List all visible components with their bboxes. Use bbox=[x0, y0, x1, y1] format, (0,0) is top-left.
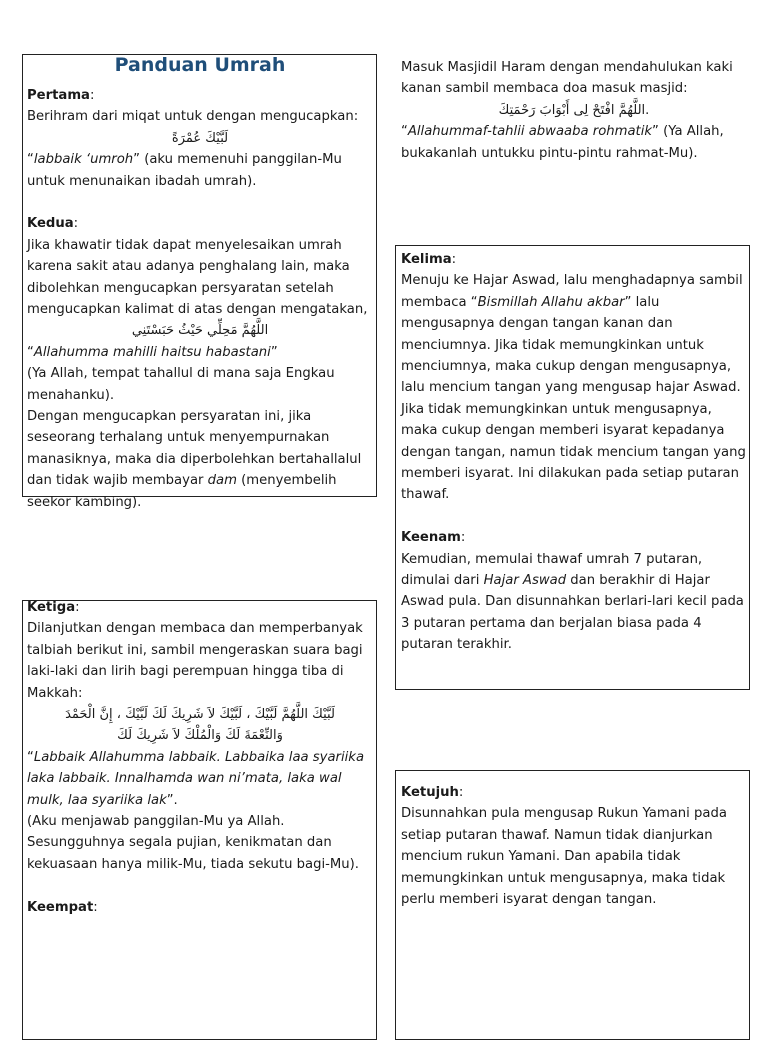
left-column-top bbox=[27, 54, 373, 513]
kedua-arabic: اللَّهُمَّ مَحِلِّي حَيْثُ حَبَسْتَنِي bbox=[131, 323, 269, 339]
heading-ketiga: Ketiga bbox=[27, 600, 76, 615]
heading-pertama: Pertama bbox=[27, 88, 90, 103]
ketiga-text: Dilanjutkan dengan membaca dan memperbanyak talbiah berikut ini, sambil mengeraskan suara bagi laki-laki dan lirih bagi perempuan hingga tiba di Makkah: bbox=[27, 621, 363, 701]
right-column-middle bbox=[401, 249, 747, 656]
kedua-text2b: (menyembelih seekor kambing). bbox=[27, 473, 337, 510]
heading-keempat: Keempat bbox=[27, 899, 94, 915]
heading-kedua: Kedua bbox=[27, 216, 74, 232]
heading-keenam: Keenam bbox=[401, 530, 461, 546]
ketiga-meaning: (Aku menjawab panggilan-Mu ya Allah. Sesungguhnya segala pujian, kenikmatan dan kekuasaan hanya milik-Mu, tiada sekutu bagi-Mu). bbox=[27, 814, 359, 872]
ketiga-translit: Labbaik Allahumma labbaik. Labbaika laa syariika laka labbaik. Innalhamda wan ni’mata, laka wal mulk, laa syariika lak bbox=[27, 749, 365, 808]
pertama-text: Berihram dari miqat untuk dengan mengucapkan: bbox=[27, 109, 359, 125]
kelima-text bbox=[401, 270, 747, 505]
kelima-phrase: Bismillah Allahu akbar bbox=[477, 294, 625, 310]
pertama-arabic: لَبَّيْكَ عُمْرَةً bbox=[171, 130, 229, 146]
section-ketiga: Ketiga: bbox=[27, 600, 80, 615]
kedua-text2 bbox=[27, 406, 373, 513]
kedua-meaning: (Ya Allah, tempat tahallul di mana saja Engkau menahanku). bbox=[27, 366, 335, 403]
keempat-meaning: (Ya Allah, bukakanlah untukku pintu-pintu rahmat-Mu). bbox=[401, 124, 724, 161]
section-kedua: Kedua: bbox=[27, 216, 79, 232]
keempat-arabic: اللَّهُمَّ افْتَحْ لِى أَبْوَابَ رَحْمَتِكَ. bbox=[498, 102, 650, 118]
keenam-text bbox=[401, 549, 747, 656]
section-ketujuh: Ketujuh: bbox=[401, 785, 464, 800]
kelima-text2: ” lalu mengusapnya dengan tangan kanan dan menciumnya. Jika tidak memungkinkan untuk menciumnya, maka cukup dengan mengusapnya, lalu mencium tangan yang mengusap hajar Aswad. Jika tidak memungkinkan untuk mengusapnya, maka cukup dengan memberi isyarat kepadanya dengan tangan, namun tidak mencium tangan yang memberi isyarat. Ini dilakukan pada setiap putaran thawaf. bbox=[401, 294, 746, 503]
section-keempat: Keempat: bbox=[27, 899, 98, 915]
right-column-bottom bbox=[401, 782, 747, 910]
ketiga-translit-line: “Labbaik Allahumma labbaik. Labbaika laa syariika laka labbaik. Innalhamda wan ni’mata, laka wal mulk, laa syariika lak”. bbox=[27, 749, 365, 808]
keenam-text1: Kemudian, memulai thawaf umrah 7 putaran, dimulai dari bbox=[401, 551, 703, 589]
kedua-dam: dam bbox=[207, 473, 237, 489]
section-keenam: Keenam: bbox=[401, 530, 466, 546]
heading-kelima: Kelima bbox=[401, 252, 452, 267]
keempat-translit-line: “Allahummaf-tahlii abwaaba rohmatik” (Ya Allah, bukakanlah untukku pintu-pintu rahmat-Mu). bbox=[401, 124, 724, 161]
page-title: Panduan Umrah bbox=[114, 54, 286, 76]
ketiga-arabic-1: لَبَّيْكَ اللَّهُمَّ لَبَّيْكَ ، لَبَّيْكَ لاَ شَرِيكَ لَكَ لَبَّيْكَ ، إِنَّ الْحَمْدَ bbox=[65, 707, 335, 723]
heading-ketujuh: Ketujuh bbox=[401, 785, 459, 800]
kedua-translit: Allahumma mahilli haitsu habastani bbox=[33, 344, 271, 360]
right-column-top bbox=[401, 57, 747, 164]
ketujuh-text: Disunnahkan pula mengusap Rukun Yamani pada setiap putaran thawaf. Namun tidak dianjurkan mencium rukun Yamani. Dan apabila tidak memungkinkan untuk mengusapnya, maka tidak perlu memberi isyarat dengan tangan. bbox=[401, 806, 727, 908]
keempat-text: Masuk Masjidil Haram dengan mendahulukan kaki kanan sambil membaca doa masuk masjid: bbox=[401, 60, 733, 97]
pertama-meaning: (aku memenuhi panggilan-Mu untuk menunaikan ibadah umrah). bbox=[27, 152, 342, 189]
keenam-hajar: Hajar Aswad bbox=[483, 573, 567, 589]
pertama-translit-line: “labbaik ‘umroh” (aku memenuhi panggilan-Mu untuk menunaikan ibadah umrah). bbox=[27, 152, 342, 189]
section-kelima: Kelima: bbox=[401, 252, 457, 267]
left-column-bottom bbox=[27, 597, 373, 918]
kedua-translit-line: “Allahumma mahilli haitsu habastani” bbox=[27, 344, 278, 360]
section-pertama: Pertama: bbox=[27, 88, 95, 103]
keempat-translit: Allahummaf-tahlii abwaaba rohmatik bbox=[407, 124, 653, 140]
pertama-translit: labbaik ‘umroh bbox=[33, 152, 134, 168]
kedua-text: Jika khawatir tidak dapat menyelesaikan umrah karena sakit atau adanya penghalang lain, maka dibolehkan mengucapkan persyaratan setelah mengucapkan kalimat di atas dengan mengatakan, bbox=[27, 237, 368, 318]
kelima-text1: Menuju ke Hajar Aswad, lalu menghadapnya sambil membaca “ bbox=[401, 273, 743, 310]
kedua-text2a: Dengan mengucapkan persyaratan ini, jika seseorang terhalang untuk menyempurnakan manasiknya, maka dia diperbolehkan bertahallalul dan tidak wajib membayar bbox=[27, 409, 362, 489]
keenam-text2: dan berakhir di Hajar Aswad pula. Dan disunnahkan berlari-lari kecil pada 3 putaran pertama dan berjalan biasa pada 4 putaran terakhir. bbox=[401, 573, 744, 653]
ketiga-arabic-2: وَالنِّعْمَةَ لَكَ وَالْمُلْكَ لاَ شَرِيكَ لَكَ bbox=[117, 728, 283, 744]
